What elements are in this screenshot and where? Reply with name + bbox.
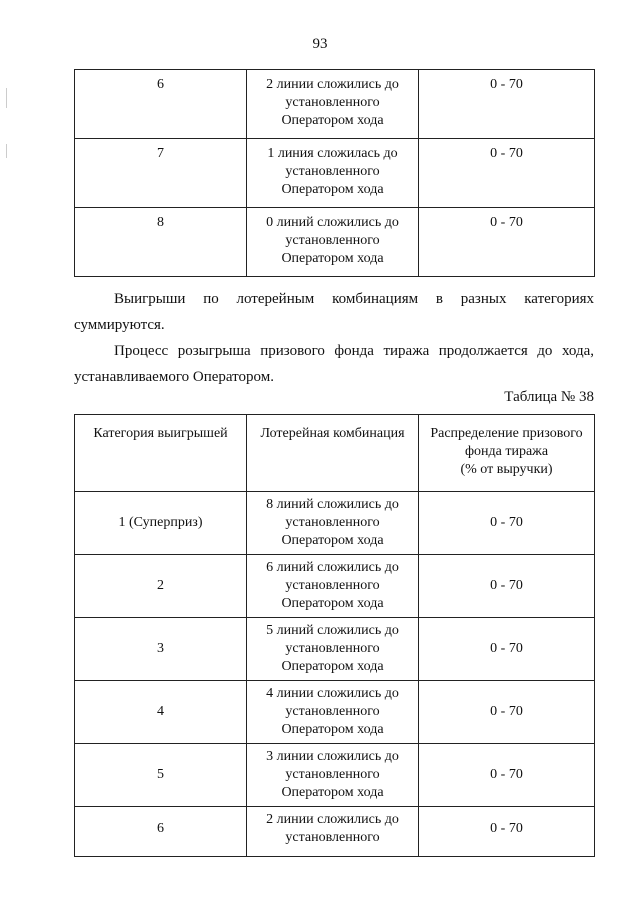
table-row (75, 492, 595, 555)
combination-cell (247, 208, 419, 277)
paragraph (74, 286, 594, 338)
header-line: Распределение призового (430, 426, 583, 441)
combination-line: Оператором хода (281, 659, 384, 674)
header-line: фонда тиража (464, 444, 549, 459)
combination-cell (247, 807, 419, 857)
combination-line: установленного (285, 704, 380, 719)
category-cell: 7 (75, 139, 247, 208)
table-row (75, 681, 595, 744)
paragraph (74, 338, 594, 390)
combination-cell (247, 492, 419, 555)
combination-line: 3 линии сложились до (266, 749, 399, 764)
combination-line: установленного (285, 95, 380, 110)
category-cell: 6 (75, 70, 247, 139)
category-cell: 2 (75, 555, 247, 618)
category-cell: 4 (75, 681, 247, 744)
combination-cell (247, 744, 419, 807)
table-header-row (75, 415, 595, 492)
scan-margin-mark (6, 88, 7, 108)
page-number: 93 (312, 36, 328, 52)
distribution-cell: 0 - 70 (419, 681, 595, 744)
combination-line: Оператором хода (281, 785, 384, 800)
combination-cell (247, 139, 419, 208)
table-row (75, 807, 595, 857)
prize-table-continued (74, 69, 595, 277)
distribution-cell: 0 - 70 (419, 139, 595, 208)
combination-line: 8 линий сложились до (266, 497, 399, 512)
combination-line: 2 линии сложились до (266, 77, 399, 92)
combination-cell (247, 70, 419, 139)
distribution-cell: 0 - 70 (419, 744, 595, 807)
table-row (75, 70, 595, 139)
column-header-combination: Лотерейная комбинация (247, 415, 419, 492)
paragraph-line: Выигрыши по лотерейным комбинациям в разных категориях (114, 291, 594, 307)
category-cell: 8 (75, 208, 247, 277)
combination-line: 0 линий сложились до (266, 215, 399, 230)
table-row (75, 555, 595, 618)
combination-line: 1 линия сложилась до (267, 146, 398, 161)
category-cell: 1 (Суперприз) (75, 492, 247, 555)
distribution-cell: 0 - 70 (419, 555, 595, 618)
distribution-cell: 0 - 70 (419, 618, 595, 681)
scan-margin-mark (6, 144, 7, 158)
combination-line: Оператором хода (281, 251, 384, 266)
combination-line: установленного (285, 164, 380, 179)
distribution-cell: 0 - 70 (419, 208, 595, 277)
paragraph-line: устанавливаемого Оператором. (74, 369, 274, 385)
combination-line: Оператором хода (281, 533, 384, 548)
table-row (75, 618, 595, 681)
column-header-distribution (419, 415, 595, 492)
combination-cell (247, 555, 419, 618)
table-row (75, 139, 595, 208)
combination-line: Оператором хода (281, 182, 384, 197)
column-header-category: Категория выигрышей (75, 415, 247, 492)
combination-line: 4 линии сложились до (266, 686, 399, 701)
combination-line: 2 линии сложились до (266, 812, 399, 827)
category-cell: 3 (75, 618, 247, 681)
combination-line: установленного (285, 830, 380, 845)
combination-cell (247, 681, 419, 744)
table-row (75, 744, 595, 807)
combination-line: установленного (285, 767, 380, 782)
combination-line: Оператором хода (281, 596, 384, 611)
combination-cell (247, 618, 419, 681)
combination-line: установленного (285, 641, 380, 656)
combination-line: 5 линий сложились до (266, 623, 399, 638)
distribution-cell: 0 - 70 (419, 492, 595, 555)
table-row (75, 208, 595, 277)
combination-line: 6 линий сложились до (266, 560, 399, 575)
combination-line: Оператором хода (281, 113, 384, 128)
table-caption: Таблица № 38 (504, 389, 594, 405)
combination-line: установленного (285, 515, 380, 530)
combination-line: Оператором хода (281, 722, 384, 737)
header-line: (% от выручки) (460, 462, 553, 477)
distribution-cell: 0 - 70 (419, 70, 595, 139)
combination-line: установленного (285, 233, 380, 248)
distribution-cell: 0 - 70 (419, 807, 595, 857)
prize-table-38 (74, 414, 595, 857)
paragraph-line: суммируются. (74, 317, 165, 333)
combination-line: установленного (285, 578, 380, 593)
category-cell: 5 (75, 744, 247, 807)
paragraph-line: Процесс розыгрыша призового фонда тиража продолжается до хода, (114, 343, 594, 359)
category-cell: 6 (75, 807, 247, 857)
